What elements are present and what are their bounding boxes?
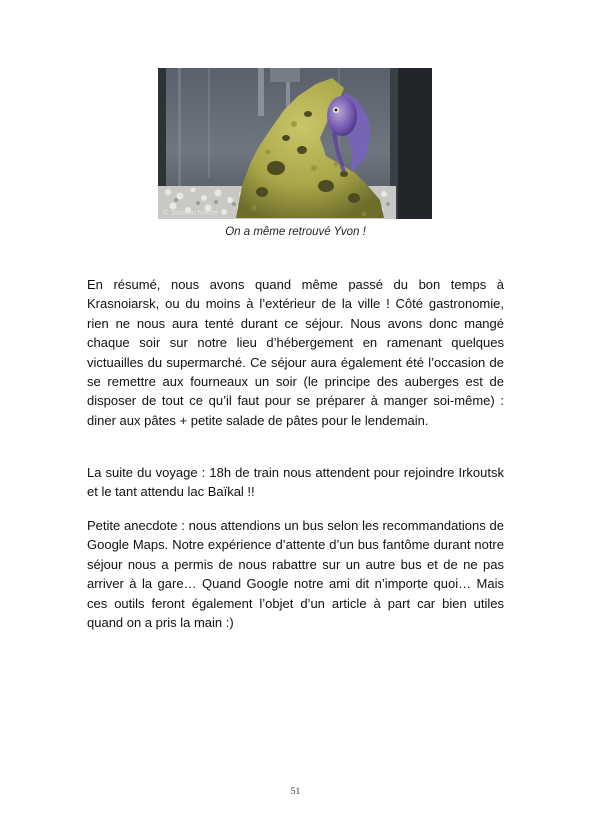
paragraph-summary: En résumé, nous avons quand même passé du bon temps à Krasnoiarsk, ou du moins à l’extérieur de la ville ! Côté gastronomie, rien ne nous aura tenté durant ce séjour. Nous avons donc mangé chaque soir sur notre lieu d’hébergement en ramenant quelques victuailles du supermarché. Ce séjour aura également été l’occasion de se remettre aux fourneaux un soir (le principe des auberges est de disposer de tout ce qu’il faut pour se préparer à manger soi-même) : diner aux pâtes + petite salade de pâtes pour le lendemain. bbox=[87, 277, 504, 428]
aquarium-photo bbox=[158, 68, 432, 219]
photo-watermark: © Sirotechnote bbox=[162, 209, 219, 217]
page-number: 51 bbox=[290, 787, 301, 797]
aquarium-illustration bbox=[158, 68, 432, 219]
photo-caption: On a même retrouvé Yvon ! bbox=[225, 226, 366, 238]
paragraph-anecdote: Petite anecdote : nous attendions un bus selon les recommandations de Google Maps. Notre expérience d’attente d’un bus fantôme durant notre séjour nous a permis de nous rabattre sur un autre bus et de ne pas arriver à la gare… Quand Google notre ami dit n’importe quoi… Mais ces outils feront également l’objet d’un article à part car bien utiles quand on a pris la main :) bbox=[87, 518, 504, 631]
paragraph-next-trip: La suite du voyage : 18h de train nous attendent pour rejoindre Irkoutsk et le tant attendu lac Baïkal !! bbox=[87, 465, 504, 500]
